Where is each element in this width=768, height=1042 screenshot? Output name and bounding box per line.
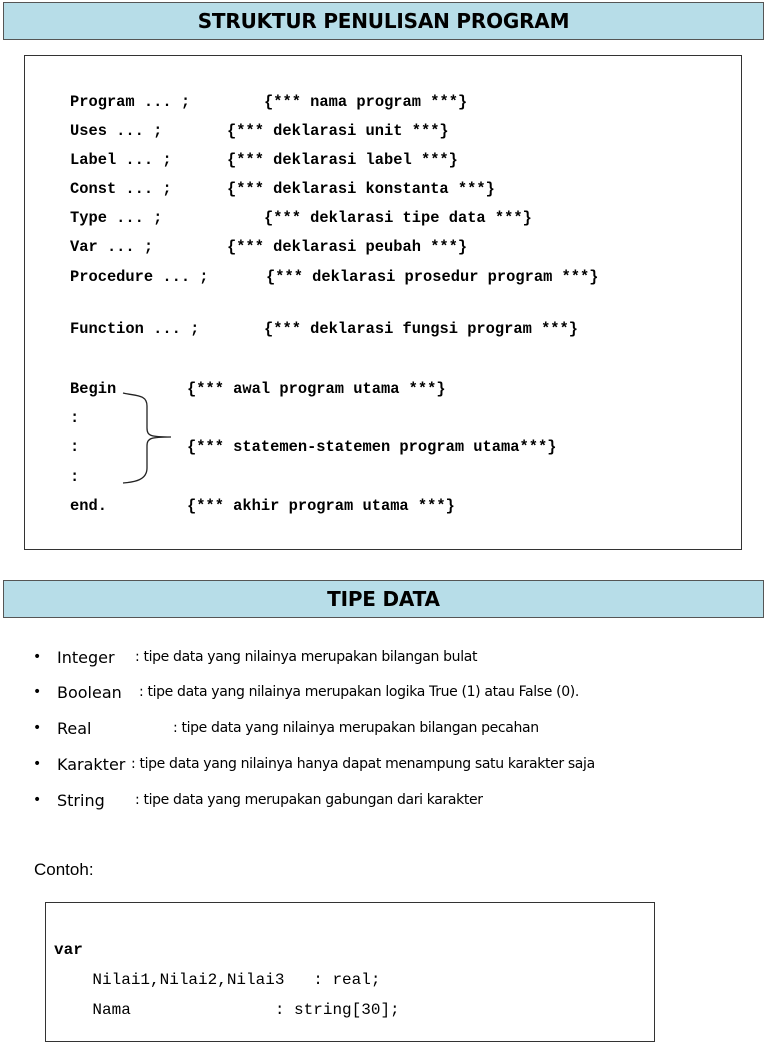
code-line-procedure: Procedure ... ;	[70, 268, 209, 286]
type-description: : tipe data yang nilainya merupakan logika True (1) atau False (0).	[139, 684, 579, 700]
code-line-end: end.	[70, 497, 107, 515]
type-description: : tipe data yang merupakan gabungan dari karakter	[135, 792, 483, 808]
bullet-icon: •	[33, 756, 42, 772]
code-line-const: Const ... ;	[70, 180, 172, 198]
code-line-begin: Begin	[70, 380, 117, 398]
comment-line-procedure: {*** deklarasi prosedur program ***}	[266, 268, 599, 286]
type-term: Real	[57, 718, 92, 738]
bullet-icon: •	[33, 792, 42, 808]
type-description: : tipe data yang nilainya merupakan bilangan bulat	[135, 649, 478, 665]
comment-line-label: {*** deklarasi label ***}	[227, 151, 458, 169]
example-line-nilai: Nilai1,Nilai2,Nilai3 : real;	[54, 971, 381, 989]
type-description: : tipe data yang nilainya merupakan bilangan pecahan	[173, 720, 539, 736]
comment-line-var: {*** deklarasi peubah ***}	[227, 238, 468, 256]
type-term: Karakter	[57, 754, 126, 774]
bullet-icon: •	[33, 720, 42, 736]
code-line-var: Var ... ;	[70, 238, 154, 256]
bullet-icon: •	[33, 649, 42, 665]
comment-line-const: {*** deklarasi konstanta ***}	[227, 180, 495, 198]
code-line-type: Type ... ;	[70, 209, 163, 227]
example-label: Contoh:	[34, 860, 94, 879]
comment-line-begin: {*** awal program utama ***}	[187, 380, 446, 398]
example-line-var: var	[54, 941, 83, 959]
code-line-colon-3: :	[70, 468, 80, 486]
type-term: Integer	[57, 647, 115, 667]
comment-line-function: {*** deklarasi fungsi program ***}	[264, 320, 579, 338]
type-term: String	[57, 790, 105, 810]
bullet-icon: •	[33, 684, 42, 700]
comment-line-statements: {*** statemen-statemen program utama***}	[187, 438, 557, 456]
example-line-nama: Nama : string[30];	[54, 1001, 400, 1019]
code-line-uses: Uses ... ;	[70, 122, 163, 140]
code-line-colon-1: :	[70, 409, 80, 427]
comment-line-type: {*** deklarasi tipe data ***}	[264, 209, 532, 227]
code-line-label: Label ... ;	[70, 151, 172, 169]
type-description: : tipe data yang nilainya hanya dapat menampung satu karakter saja	[131, 756, 595, 772]
code-line-function: Function ... ;	[70, 320, 200, 338]
code-line-colon-2: :	[70, 438, 80, 456]
comment-line-program: {*** nama program ***}	[264, 93, 468, 111]
program-structure-box	[24, 55, 742, 550]
banner-title: STRUKTUR PENULISAN PROGRAM	[197, 9, 570, 33]
comment-line-end: {*** akhir program utama ***}	[187, 497, 455, 515]
example-code-box	[45, 902, 655, 1042]
comment-line-uses: {*** deklarasi unit ***}	[227, 122, 449, 140]
section-banner-tipe-data	[3, 580, 764, 618]
code-line-program: Program ... ;	[70, 93, 191, 111]
banner-title: TIPE DATA	[327, 587, 440, 611]
type-term: Boolean	[57, 682, 122, 702]
section-banner-struktur	[3, 2, 764, 40]
